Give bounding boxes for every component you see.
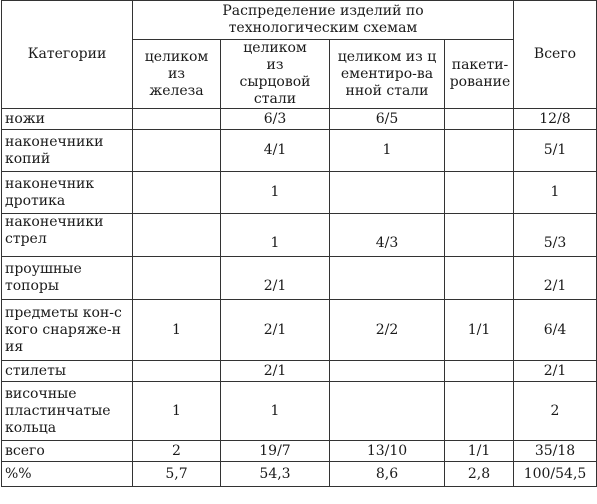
row-value-cell: 1 xyxy=(133,382,221,441)
row-value-cell: 2 xyxy=(133,441,221,462)
row-value-cell xyxy=(133,172,221,214)
row-total-cell: 6/4 xyxy=(514,300,597,361)
row-value-cell: 6/5 xyxy=(330,109,445,130)
row-value-cell xyxy=(445,257,514,300)
header-col-cemented-steel: целиком из цементиро-ванной стали xyxy=(330,40,445,109)
row-total-cell: 5/1 xyxy=(514,130,597,172)
row-value-cell xyxy=(330,361,445,382)
header-col-packing: пакети-рование xyxy=(445,40,514,109)
row-value-cell xyxy=(133,130,221,172)
row-total-cell: 100/54,5 xyxy=(514,462,597,487)
header-total: Всего xyxy=(514,1,597,109)
row-value-cell xyxy=(133,109,221,130)
row-value-cell: 2/1 xyxy=(221,361,330,382)
row-value-cell: 1/1 xyxy=(445,441,514,462)
row-category-cell: стилеты xyxy=(2,361,133,382)
header-group: Распределение изделий по технологическим схемам xyxy=(133,1,514,40)
table-row xyxy=(2,382,597,441)
row-category-cell: проушные топоры xyxy=(2,257,133,300)
row-value-cell: 5,7 xyxy=(133,462,221,487)
table-row xyxy=(2,214,597,257)
row-value-cell xyxy=(133,361,221,382)
row-category-cell: всего xyxy=(2,441,133,462)
row-value-cell xyxy=(445,382,514,441)
row-value-cell xyxy=(330,172,445,214)
row-total-cell: 1 xyxy=(514,172,597,214)
row-total-cell: 5/3 xyxy=(514,214,597,257)
row-value-cell xyxy=(445,361,514,382)
row-value-cell xyxy=(445,130,514,172)
row-category-cell: %% xyxy=(2,462,133,487)
table-row xyxy=(2,361,597,382)
table-row xyxy=(2,109,597,130)
row-category-cell: ножи xyxy=(2,109,133,130)
row-value-cell: 8,6 xyxy=(330,462,445,487)
table-row xyxy=(2,300,597,361)
table-row xyxy=(2,257,597,300)
table-row xyxy=(2,441,597,462)
row-value-cell: 4/3 xyxy=(330,214,445,257)
table-row xyxy=(2,172,597,214)
row-value-cell: 2,8 xyxy=(445,462,514,487)
row-value-cell: 13/10 xyxy=(330,441,445,462)
row-category-cell: наконечники стрел xyxy=(2,214,133,257)
table-row xyxy=(2,462,597,487)
row-value-cell: 1 xyxy=(133,300,221,361)
table-row xyxy=(2,130,597,172)
row-value-cell: 2/1 xyxy=(221,257,330,300)
row-category-cell: височные пластинчатые кольца xyxy=(2,382,133,441)
row-value-cell: 54,3 xyxy=(221,462,330,487)
row-value-cell xyxy=(445,109,514,130)
row-value-cell: 2/1 xyxy=(221,300,330,361)
row-total-cell: 35/18 xyxy=(514,441,597,462)
row-total-cell: 12/8 xyxy=(514,109,597,130)
row-value-cell: 6/3 xyxy=(221,109,330,130)
row-total-cell: 2 xyxy=(514,382,597,441)
row-total-cell: 2/1 xyxy=(514,257,597,300)
row-value-cell: 2/2 xyxy=(330,300,445,361)
row-value-cell xyxy=(133,214,221,257)
header-col-iron: целиком из железа xyxy=(133,40,221,109)
row-category-cell: предметы кон-ского снаряже-ния xyxy=(2,300,133,361)
header-col-raw-steel: целиком из сырцовой стали xyxy=(221,40,330,109)
row-value-cell xyxy=(445,214,514,257)
row-value-cell: 1 xyxy=(221,382,330,441)
row-value-cell xyxy=(330,257,445,300)
row-value-cell: 4/1 xyxy=(221,130,330,172)
distribution-table xyxy=(1,0,597,487)
row-value-cell: 1/1 xyxy=(445,300,514,361)
header-category: Категории xyxy=(2,1,133,109)
row-value-cell: 1 xyxy=(330,130,445,172)
row-value-cell xyxy=(445,172,514,214)
row-value-cell xyxy=(133,257,221,300)
row-value-cell xyxy=(330,382,445,441)
row-value-cell: 1 xyxy=(221,214,330,257)
row-category-cell: наконечники копий xyxy=(2,130,133,172)
row-category-cell: наконечник дротика xyxy=(2,172,133,214)
row-value-cell: 19/7 xyxy=(221,441,330,462)
row-value-cell: 1 xyxy=(221,172,330,214)
row-total-cell: 2/1 xyxy=(514,361,597,382)
